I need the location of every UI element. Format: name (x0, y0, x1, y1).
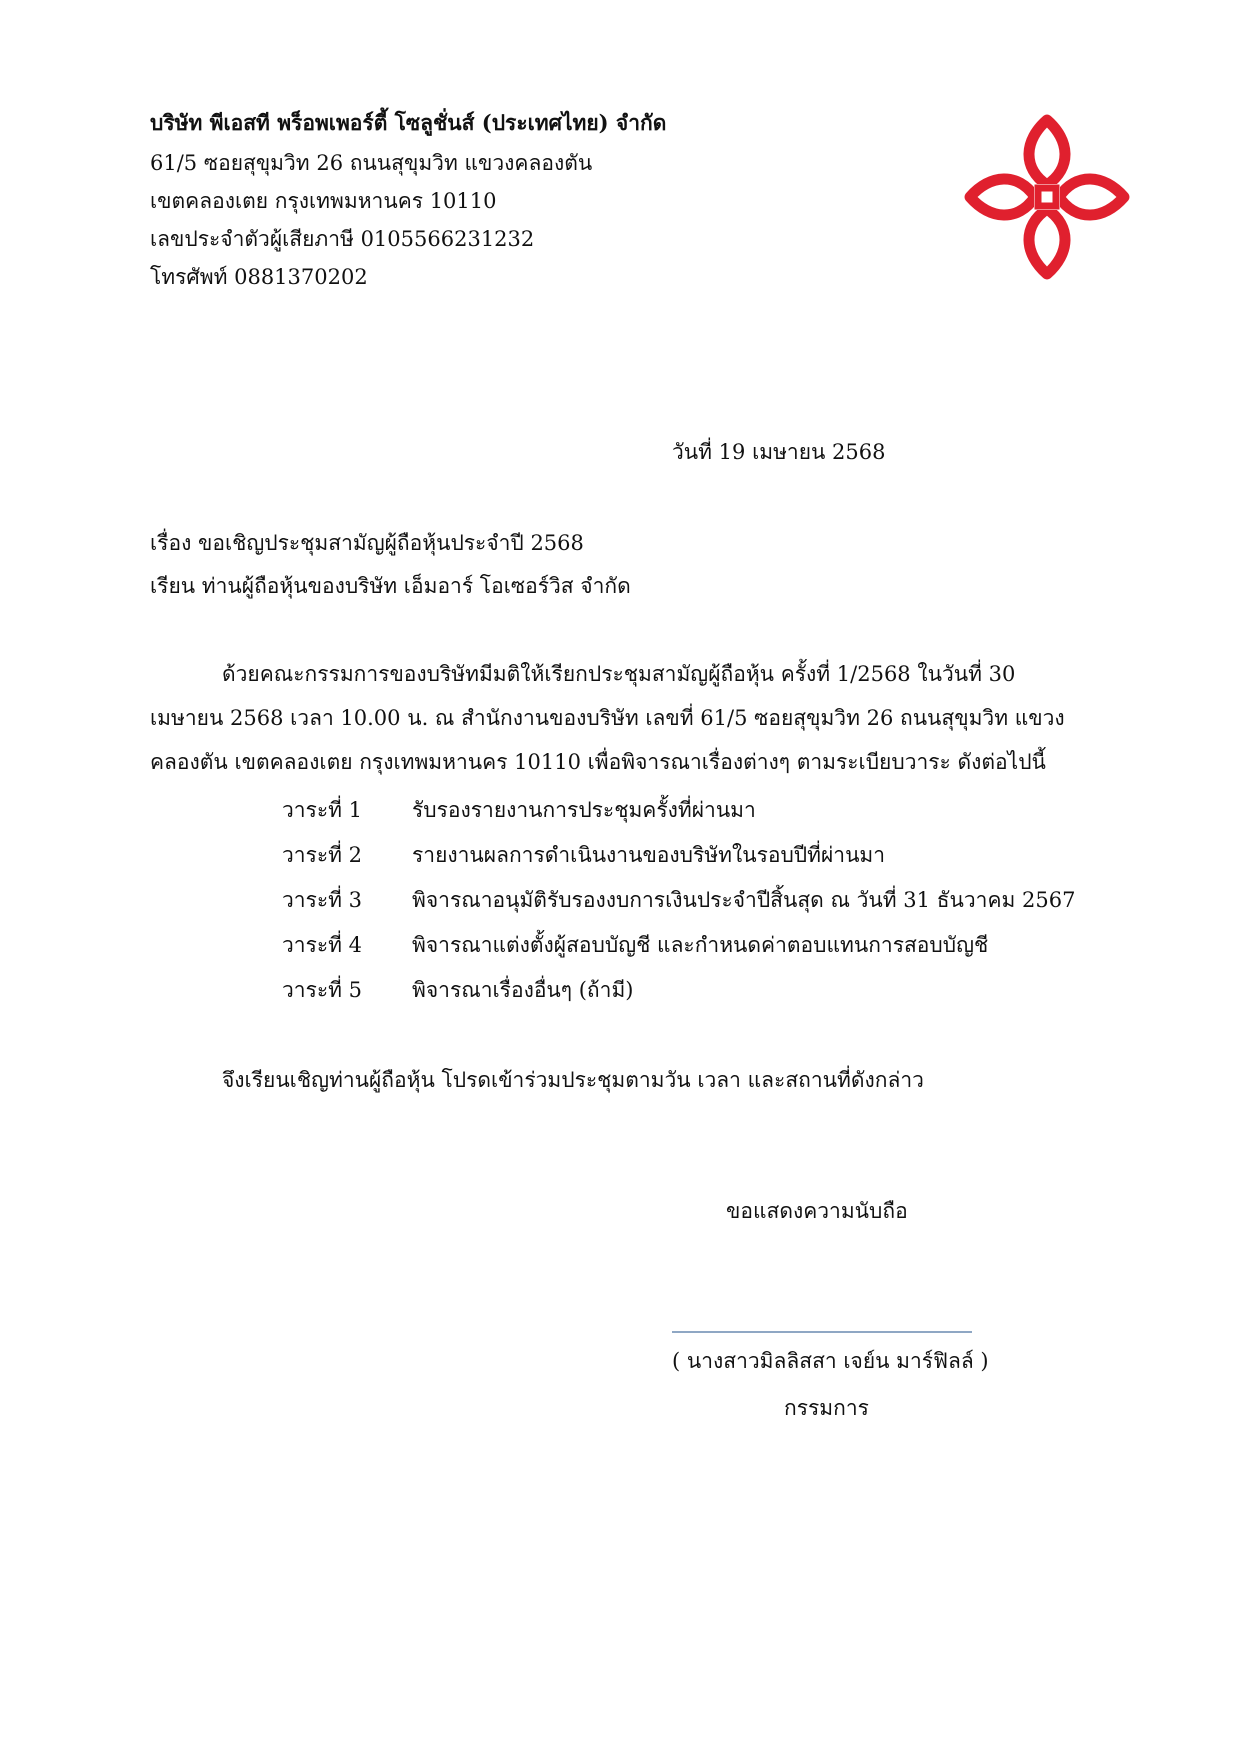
body-intro-text: ด้วยคณะกรรมการของบริษัทมีมติให้เรียกประชุมสามัญผู้ถือหุ้น ครั้งที่ 1/2568 ในวันที่ 30 เมษายน 2568 เวลา 10.00 น. ณ สำนักงานของบริษัท เลขที่ 61/5 ซอยสุขุมวิท 26 ถนนสุขุมวิท แขวงคลองตัน เขตคลองเตย กรุงเทพมหานคร 10110 เพื่อพิจารณาเรื่องต่างๆ ตามระเบียบวาระ ดังต่อไปนี้ (150, 662, 1065, 774)
agenda-text: พิจารณาเรื่องอื่นๆ (ถ้ามี) (412, 978, 634, 1002)
letter-recipient: เรียน ท่านผู้ถือหุ้นของบริษัท เอ็มอาร์ โอเซอร์วิส จำกัด (150, 574, 631, 598)
agenda-number: วาระที่ 4 (282, 933, 363, 957)
signature-name: ( นางสาวมิลลิสสา เจย์น มาร์ฟิลล์ ) (672, 1349, 989, 1373)
company-logo-icon (960, 110, 1135, 285)
signature-position: กรรมการ (784, 1396, 869, 1420)
agenda-item (282, 840, 885, 870)
company-address-line2: เขตคลองเตย กรุงเทพมหานคร 10110 (150, 189, 497, 213)
agenda-item (282, 975, 633, 1005)
agenda-number: วาระที่ 1 (282, 798, 363, 822)
agenda-text: รับรองรายงานการประชุมครั้งที่ผ่านมา (412, 798, 756, 822)
signature-regards: ขอแสดงความนับถือ (726, 1199, 908, 1223)
signature-line (672, 1331, 972, 1333)
agenda-number: วาระที่ 5 (282, 978, 363, 1002)
agenda-text: พิจารณาแต่งตั้งผู้สอบบัญชี และกำหนดค่าตอบแทนการสอบบัญชี (412, 933, 989, 957)
agenda-item (282, 930, 988, 960)
agenda-text: พิจารณาอนุมัติรับรองงบการเงินประจำปีสิ้นสุด ณ วันที่ 31 ธันวาคม 2567 (412, 888, 1076, 912)
company-name: บริษัท พีเอสที พร็อพเพอร์ตี้ โซลูชั่นส์ (ประเทศไทย) จำกัด (150, 110, 667, 135)
letter-subject: เรื่อง ขอเชิญประชุมสามัญผู้ถือหุ้นประจำปี 2568 (150, 531, 584, 555)
letter-date: วันที่ 19 เมษายน 2568 (672, 440, 886, 464)
agenda-item (282, 885, 1075, 915)
company-tax-id: เลขประจำตัวผู้เสียภาษี 0105566231232 (150, 227, 535, 251)
agenda-number: วาระที่ 3 (282, 888, 363, 912)
body-intro-paragraph (150, 652, 1090, 784)
company-address-line1: 61/5 ซอยสุขุมวิท 26 ถนนสุขุมวิท แขวงคลองตัน (150, 151, 593, 175)
body-closing: จึงเรียนเชิญท่านผู้ถือหุ้น โปรดเข้าร่วมประชุมตามวัน เวลา และสถานที่ดังกล่าว (222, 1068, 924, 1092)
company-phone: โทรศัพท์ 0881370202 (150, 265, 368, 289)
agenda-number: วาระที่ 2 (282, 843, 363, 867)
agenda-item (282, 795, 756, 825)
agenda-text: รายงานผลการดำเนินงานของบริษัทในรอบปีที่ผ่านมา (412, 843, 886, 867)
